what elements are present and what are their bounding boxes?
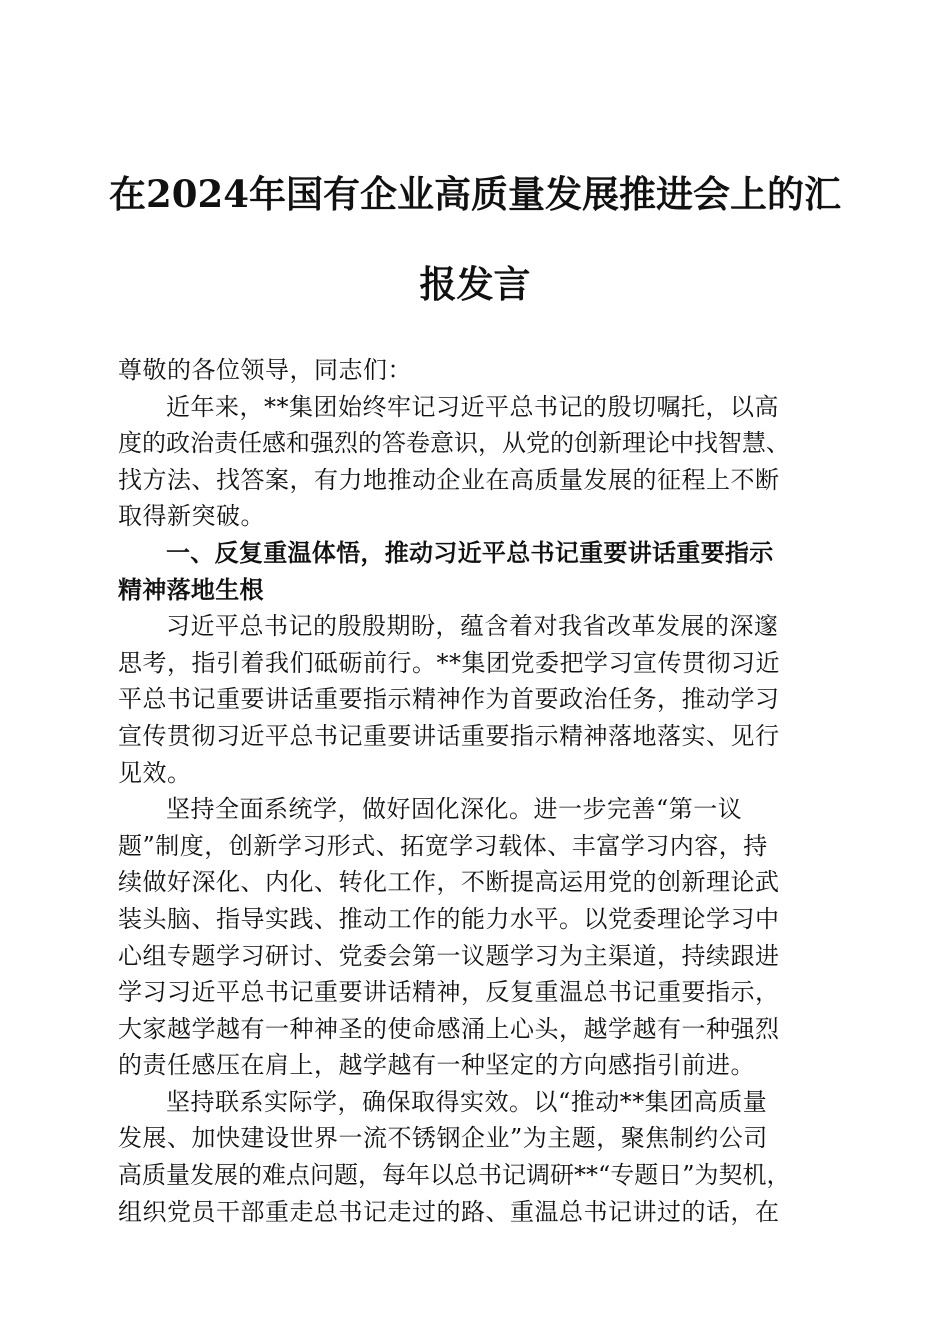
paragraph-line: 度的政治责任感和强烈的答卷意识，从党的创新理论中找智慧、 [118,429,790,458]
document-title-line-1: 在2024年国有企业高质量发展推进会上的汇 [109,172,841,216]
section-heading-continued: 精神落地生根 [118,575,264,604]
paragraph-line: 近年来，**集团始终牢记习近平总书记的殷切嘱托，以高 [166,392,779,421]
paragraph-line: 平总书记重要讲话重要指示精神作为首要政治任务，推动学习 [118,685,780,714]
paragraph-line: 坚持全面系统学，做好固化深化。进一步完善“第一议 [166,795,743,824]
paragraph-line: 心组专题学习研讨、党委会第一议题学习为主渠道，持续跟进 [118,941,780,970]
paragraph-line: 高质量发展的难点问题，每年以总书记调研**“专题日”为契机， [118,1161,791,1190]
paragraph-line: 找方法、找答案，有力地推动企业在高质量发展的征程上不断 [118,465,780,494]
paragraph-line: 取得新突破。 [118,502,265,531]
salutation: 尊敬的各位领导，同志们： [118,356,412,384]
paragraph-line: 续做好深化、内化、转化工作，不断提高运用党的创新理论武 [118,868,780,897]
document-body [118,352,838,1230]
paragraph-line: 宣传贯彻习近平总书记重要讲话重要指示精神落地落实、见行 [118,721,780,750]
paragraph-line: 的责任感压在肩上，越学越有一种坚定的方向感指引前进。 [118,1051,755,1080]
paragraph-line: 坚持联系实际学，确保取得实效。以“推动**集团高质量 [166,1087,768,1116]
document-title-line-2: 报发言 [419,262,531,306]
paragraph-line: 思考，指引着我们砥砺前行。**集团党委把学习宣传贯彻习近 [118,648,780,677]
paragraph-line: 题”制度，创新学习形式、拓宽学习载体、丰富学习内容，持 [118,831,768,860]
paragraph-line: 见效。 [118,758,192,787]
paragraph-line: 装头脑、指导实践、推动工作的能力水平。以党委理论学习中 [118,904,780,933]
paragraph-line: 发展、加快建设世界一流不锈钢企业”为主题，聚焦制约公司 [118,1124,768,1153]
section-heading: 一、反复重温体悟，推动习近平总书记重要讲话重要指示 [166,538,774,567]
paragraph-line: 习近平总书记的殷殷期盼，蕴含着对我省改革发展的深邃 [166,612,779,641]
paragraph-line: 组织党员干部重走总书记走过的路、重温总书记讲过的话，在 [118,1197,780,1226]
paragraph-line: 学习习近平总书记重要讲话精神，反复重温总书记重要指示， [118,978,780,1007]
paragraph-line: 大家越学越有一种神圣的使命感涌上心头，越学越有一种强烈 [118,1014,780,1043]
